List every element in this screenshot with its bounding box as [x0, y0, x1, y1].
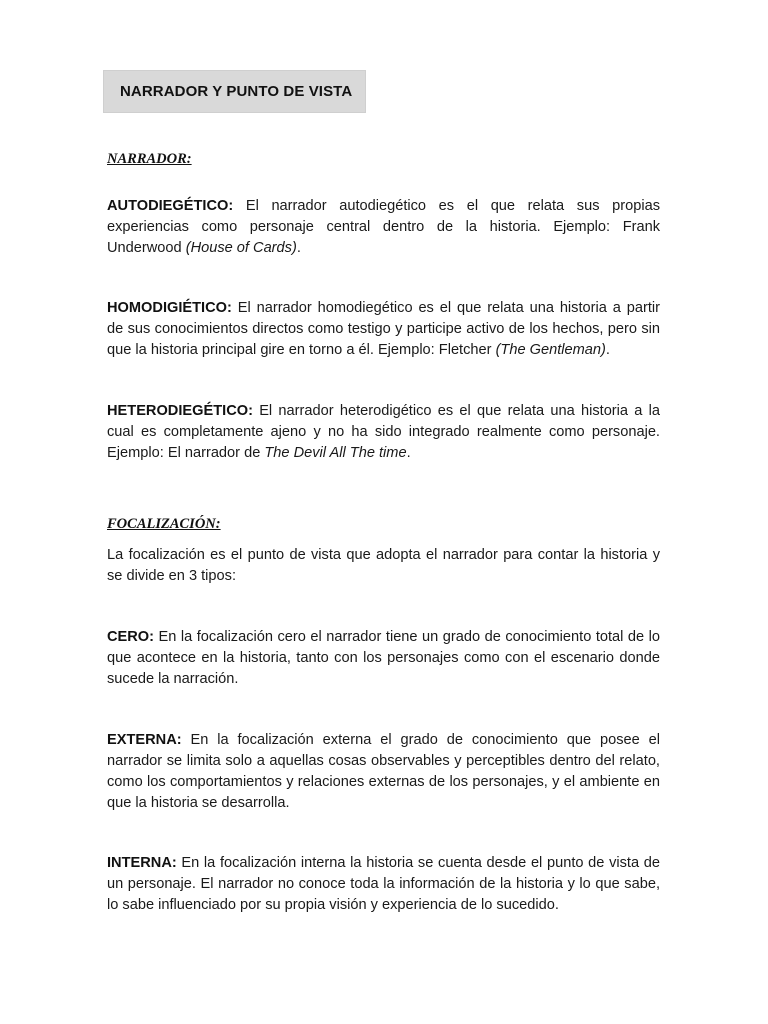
text-interna: En la focalización interna la historia se cuenta desde el punto de vista de un personaje. El narrador no conoce toda la información de la historia y lo que sabe, lo sabe influenciado por su propia visión y experiencia de lo sucedido. — [107, 855, 660, 913]
text-cero: En la focalización cero el narrador tiene un grado de conocimiento total de lo que acontece en la historia, tanto con los personajes como con el escenario donde sucede la narración. — [107, 629, 660, 687]
paragraph-focalizacion-intro: La focalización es el punto de vista que adopta el narrador para contar la historia y se divide en 3 tipos: — [107, 547, 660, 584]
end-homodiegetico: . — [605, 342, 610, 358]
example-autodiegetico: (House of Cards) — [185, 240, 297, 256]
section-heading-narrador: NARRADOR: — [107, 151, 192, 167]
term-cero: CERO: — [107, 629, 155, 645]
end-autodiegetico: . — [296, 240, 301, 256]
paragraph-cero — [107, 627, 660, 690]
text-externa: En la focalización externa el grado de conocimiento que posee el narrador se limita solo a aquellas cosas observables y perceptibles dentro del relato, como los comportamientos y relaciones externas de los personajes, y el ambiente en que la historia se desarrolla. — [107, 732, 660, 811]
paragraph-interna — [107, 853, 660, 916]
example-homodiegetico: (The Gentleman) — [495, 342, 606, 358]
paragraph-autodiegetico — [107, 196, 660, 259]
section-heading-focalizacion: FOCALIZACIÓN: — [107, 516, 221, 532]
text-autodiegetico: El narrador autodiegético es el que relata sus propias experiencias como personaje central dentro de la historia. Ejemplo: Frank Underwood — [107, 198, 660, 256]
term-homodiegetico: HOMODIGIÉTICO: — [107, 300, 232, 316]
term-heterodiegetico: HETERODIEGÉTICO: — [107, 403, 253, 419]
paragraph-heterodiegetico — [107, 401, 660, 464]
title-box — [103, 70, 366, 113]
text-heterodiegetico: El narrador heterodigético es el que relata una historia a la cual es completamente ajeno y no ha sido integrado realmente como personaje. Ejemplo: El narrador de — [107, 403, 660, 461]
text-homodiegetico: El narrador homodiegético es el que relata una historia a partir de sus conocimientos directos como testigo y participe activo de los hechos, pero sin que la historia principal gire en torno a él. Ejemplo: Fletcher — [107, 300, 660, 358]
end-heterodiegetico: . — [406, 445, 411, 461]
paragraph-homodiegetico — [107, 298, 660, 361]
term-interna: INTERNA: — [107, 855, 177, 871]
example-heterodiegetico: The Devil All The time — [264, 445, 407, 461]
paragraph-externa — [107, 730, 660, 814]
term-externa: EXTERNA: — [107, 732, 182, 748]
page-title: NARRADOR Y PUNTO DE VISTA — [120, 83, 353, 100]
term-autodiegetico: AUTODIEGÉTICO: — [107, 198, 234, 214]
